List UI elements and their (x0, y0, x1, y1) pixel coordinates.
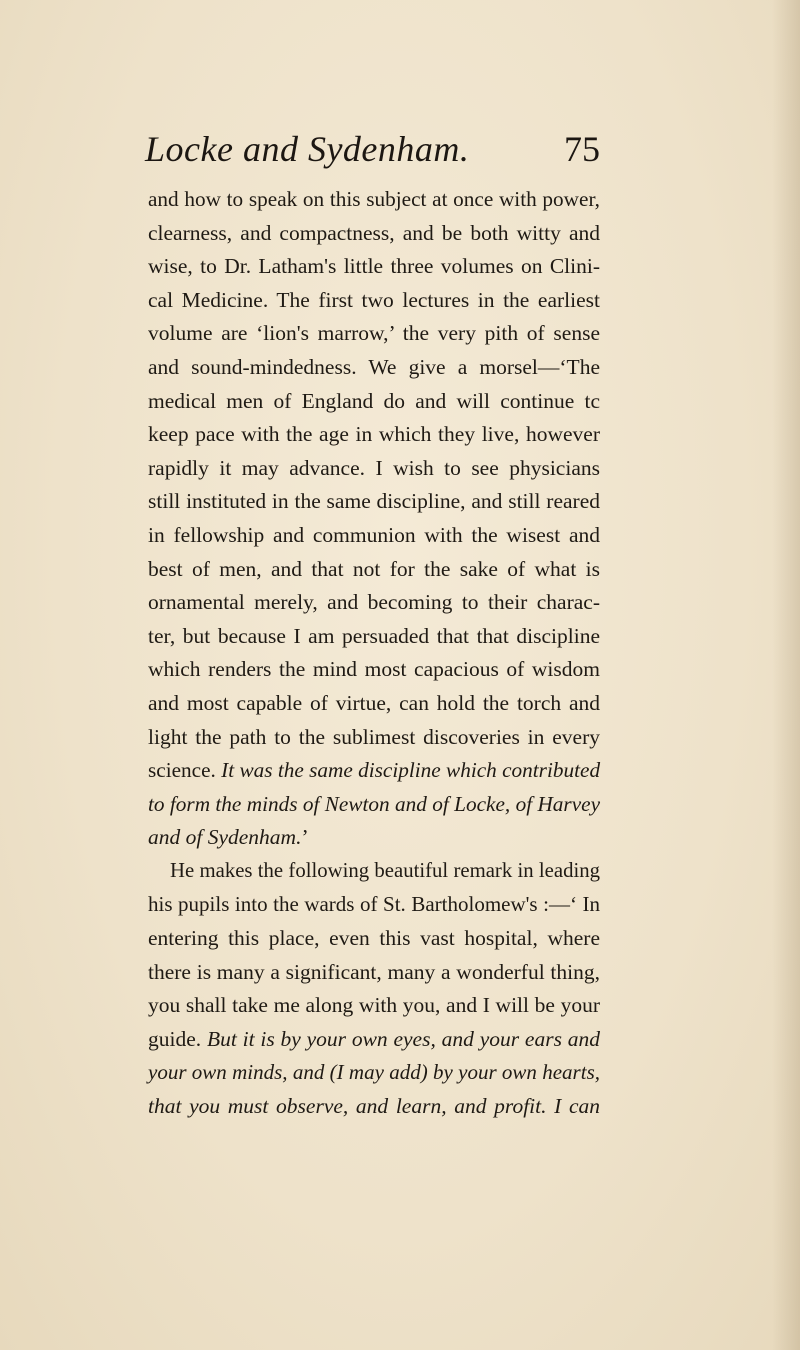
text-line (148, 721, 600, 755)
text-span: medical men of England do and will continue tc (148, 388, 600, 413)
text-line (148, 519, 600, 553)
text-line (148, 250, 600, 284)
text-span: and how to speak on this subject at once with power, (148, 187, 600, 211)
text-line (148, 922, 600, 956)
text-line (148, 1090, 600, 1124)
italic-text: your own minds, and (I may add) by your own hearts, (148, 1060, 600, 1085)
text-line (148, 418, 600, 452)
text-line (148, 754, 600, 788)
text-span: there is many a significant, many a wonderful thing, (148, 959, 600, 984)
text-span: and sound-mindedness. We give a morsel—‘The (148, 354, 600, 379)
body-text (148, 183, 600, 1124)
text-span: ’ (301, 825, 309, 850)
text-span: science. (148, 758, 222, 783)
text-span: ter, but because I am persuaded that that discipline (148, 623, 600, 648)
text-line (148, 217, 600, 251)
text-line (148, 317, 600, 351)
text-span: cal Medicine. The first two lectures in the earliest (148, 287, 600, 312)
text-line (148, 821, 600, 855)
text-line (148, 452, 600, 486)
text-line (148, 653, 600, 687)
text-span: volume are ‘lion's marrow,’ the very pith of sense (148, 321, 600, 346)
italic-text: and of Sydenham. (148, 825, 302, 850)
text-span: rapidly it may advance. I wish to see physicians (148, 455, 600, 480)
text-line (148, 620, 600, 654)
running-head (145, 128, 600, 178)
text-span: He makes the following beautiful remark in leading (170, 859, 600, 882)
text-span: best of men, and that not for the sake of what is (148, 556, 600, 581)
page-number: 75 (564, 129, 600, 169)
text-span: guide. (148, 1026, 207, 1051)
text-span: wise, to Dr. Latham's little three volumes on Clini- (148, 254, 600, 279)
text-span: in fellowship and communion with the wisest and (148, 522, 600, 547)
running-title: Locke and Sydenham. (145, 129, 470, 169)
text-line (148, 284, 600, 318)
text-line (148, 385, 600, 419)
italic-text: But it is by your own eyes, and your ears and (206, 1026, 600, 1051)
text-span: clearness, and compactness, and be both witty and (148, 220, 600, 245)
text-line (148, 586, 600, 620)
text-line (148, 485, 600, 519)
text-line (148, 351, 600, 385)
text-line (148, 855, 600, 889)
italic-text: that you must observe, and learn, and profit. I can (148, 1094, 600, 1119)
text-line (148, 788, 600, 822)
text-span: and most capable of virtue, can hold the torch and (148, 690, 600, 715)
text-span: light the path to the sublimest discoveries in every (148, 724, 600, 749)
text-span: which renders the mind most capacious of wisdom (148, 657, 600, 682)
text-line (148, 183, 600, 217)
text-line (148, 687, 600, 721)
text-line (148, 888, 600, 922)
text-span: keep pace with the age in which they live, however (148, 422, 600, 447)
text-line (148, 1023, 600, 1057)
text-span: entering this place, even this vast hospital, where (148, 926, 600, 951)
text-span: you shall take me along with you, and I will be your (148, 993, 600, 1018)
text-span: still instituted in the same discipline, and still reared (148, 489, 600, 514)
text-line (148, 1056, 600, 1090)
text-span: ornamental merely, and becoming to their charac- (148, 590, 600, 615)
italic-text: to form the minds of Newton and of Locke, of Harvey (148, 791, 600, 816)
italic-text: It was the same discipline which contributed (221, 758, 601, 783)
text-span: his pupils into the wards of St. Bartholomew's :—‘ In (148, 892, 600, 917)
text-line (148, 956, 600, 990)
text-line (148, 553, 600, 587)
text-line (148, 989, 600, 1023)
